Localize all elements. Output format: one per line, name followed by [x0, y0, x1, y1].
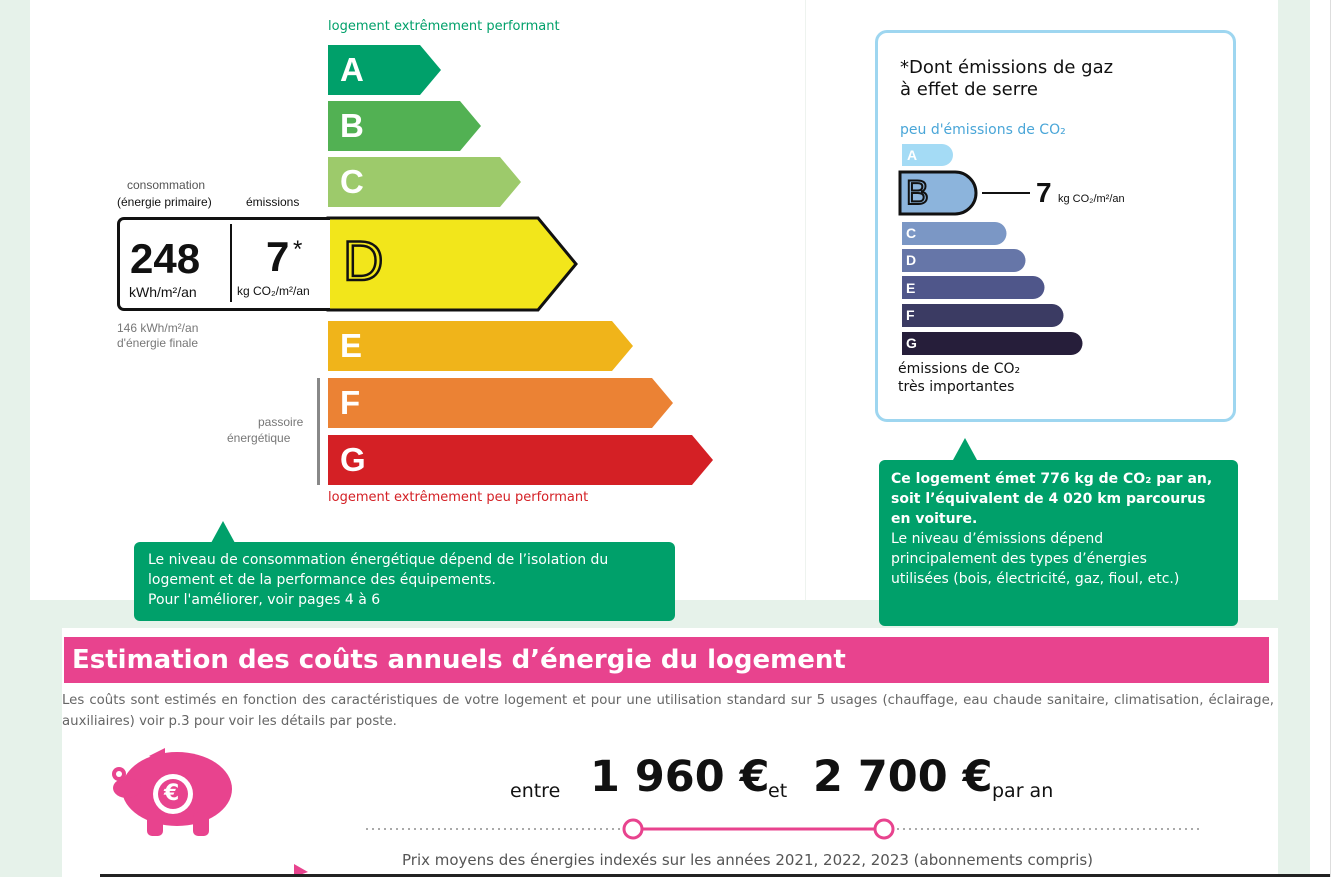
energy-letter-f: F [340, 384, 361, 421]
consumption-header-line2: (énergie primaire) [117, 195, 212, 209]
ges-title-line2: à effet de serre [900, 79, 1038, 100]
ges-letter-e: E [906, 280, 916, 296]
energy-letter-g: G [340, 441, 366, 478]
ges-bottom-line2: très importantes [898, 379, 1015, 395]
energy-callout-pointer [211, 521, 235, 543]
cost-low: 1 960 € [590, 752, 770, 802]
ges-letter-f: F [906, 307, 915, 323]
ges-callout-line2: soit l’équivalent de 4 020 km parcourus [891, 491, 1206, 507]
consumption-value: 248 [130, 235, 201, 282]
ges-callout-line3: en voiture. [891, 511, 978, 527]
ges-callout-line1: Ce logement émet 776 kg de CO₂ par an, [891, 471, 1213, 487]
energy-callout-line2: logement et de la performance des équipements. [148, 572, 496, 588]
final-energy-line2: d'énergie finale [117, 336, 199, 350]
ges-letter-d: D [906, 252, 917, 268]
ges-bar-f [902, 304, 1064, 327]
energy-letter-a: A [340, 51, 364, 88]
ges-letter-c: C [906, 225, 917, 241]
energy-callout-line3: Pour l'améliorer, voir pages 4 à 6 [148, 592, 381, 608]
cost-range-line [360, 815, 1210, 845]
ges-bar-e [902, 276, 1045, 299]
energy-letter-c: C [340, 163, 364, 200]
piggy-euro-symbol: € [164, 781, 180, 806]
ges-top-label: peu d'émissions de CO₂ [900, 122, 1066, 138]
energy-letter-e: E [340, 327, 363, 364]
ges-value: 7 [1036, 177, 1052, 208]
passoire-line2: énergétique [227, 431, 291, 445]
ges-callout-pointer [953, 438, 977, 460]
cost-between: entre [510, 780, 561, 802]
consumption-header-line1: consommation [127, 178, 206, 192]
ges-bar-c [902, 222, 1007, 245]
energy-bar-g [328, 435, 713, 485]
cost-range-low-marker [624, 820, 642, 838]
scrollbar[interactable] [1330, 0, 1343, 877]
ges-bottom-line1: émissions de CO₂ [898, 361, 1021, 377]
ges-title-line1: *Dont émissions de gaz [900, 57, 1114, 78]
cost-and: et [768, 780, 788, 802]
energy-callout-line1: Le niveau de consommation énergétique dépend de l’isolation du [148, 552, 609, 568]
ges-unit: kg CO₂/m²/an [1058, 193, 1125, 205]
prices-note: Prix moyens des énergies indexés sur les années 2021, 2022, 2023 (abonnements compris) [402, 851, 1094, 869]
costs-section-title: Estimation des coûts annuels d’énergie du logement [64, 637, 1269, 683]
ges-callout-line6: utilisées (bois, électricité, gaz, fioul, etc.) [891, 571, 1180, 587]
emissions-star: * [293, 236, 303, 263]
ges-callout [879, 460, 1238, 626]
energy-letter-b: B [340, 107, 364, 144]
ges-callout-line4: Le niveau d’émissions dépend [891, 531, 1104, 547]
emissions-header: émissions [246, 195, 300, 209]
ges-bar-g [902, 332, 1083, 355]
emissions-value: 7 [266, 233, 290, 280]
right-margin [1278, 0, 1310, 877]
ges-letter-b: B [906, 174, 929, 212]
energy-scale-top-label: logement extrêmement performant [328, 19, 560, 34]
ges-letter-a: A [907, 147, 918, 163]
ges-bar-d [902, 249, 1026, 272]
consumption-unit: kWh/m²/an [129, 284, 197, 300]
energy-letter-d: D [343, 229, 384, 292]
passoire-line1: passoire [258, 415, 304, 429]
cost-per-year: par an [992, 780, 1054, 802]
final-energy-line1: 146 kWh/m²/an [117, 321, 199, 335]
ges-callout-line5: principalement des types d’énergies [891, 551, 1147, 567]
cost-high: 2 700 € [813, 752, 993, 802]
ges-letter-g: G [906, 335, 917, 351]
energy-callout [134, 542, 675, 621]
ges-scale-bars [0, 0, 1200, 420]
energy-scale-bottom-label: logement extrêmement peu performant [328, 490, 589, 505]
cost-range-high-marker [875, 820, 893, 838]
emissions-unit: kg CO₂/m²/an [237, 284, 310, 298]
costs-description: Les coûts sont estimés en fonction des caractéristiques de votre logement et pour une utilisation standard sur 5 usages (chauffage, eau chaude sanitaire, climatisation, éclairage, auxiliaires) voir p.3 pour voir les détails par poste. [62, 693, 1274, 729]
lower-left-margin [30, 600, 62, 877]
ges-bottom-label [898, 360, 1020, 396]
